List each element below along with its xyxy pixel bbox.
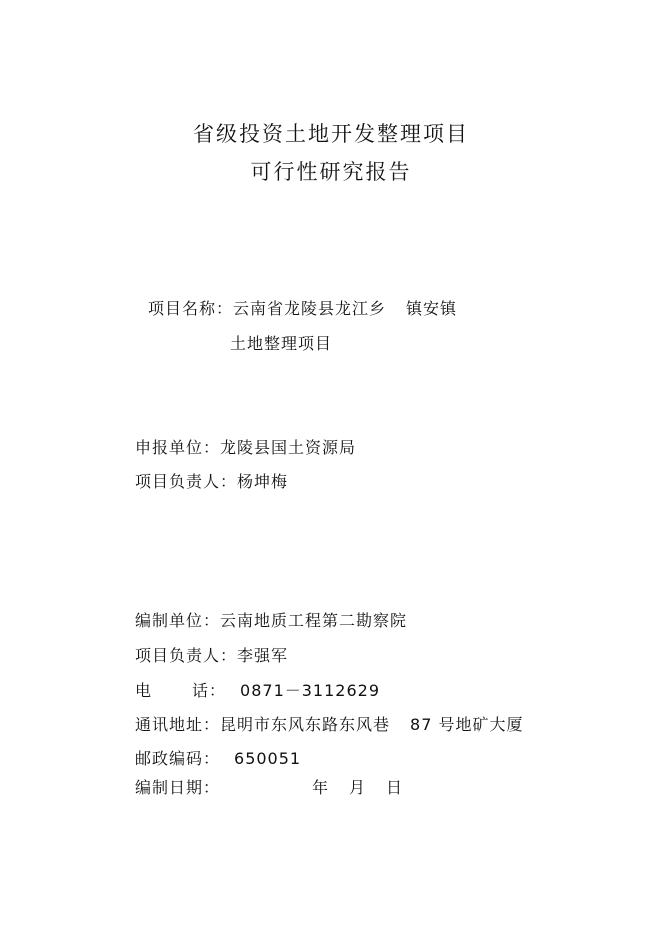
compiler-date-row xyxy=(135,775,403,798)
date-year: 年 xyxy=(312,778,330,797)
project-name-line-2: 土地整理项目 xyxy=(230,334,333,353)
compiler-postcode-row xyxy=(135,746,301,769)
document-title-line-1: 省级投资土地开发整理项目 xyxy=(193,122,469,146)
applicant-leader-label: 项目负责人： xyxy=(135,472,238,491)
postcode-label: 邮政编码： xyxy=(135,749,221,768)
document-title-line-2: 可行性研究报告 xyxy=(250,160,412,184)
compiler-leader-row xyxy=(135,643,288,666)
address-part-2: 87 号地矿大厦 xyxy=(410,715,524,734)
address-label: 通讯地址： xyxy=(135,715,221,734)
compiler-leader-label: 项目负责人： xyxy=(135,646,238,665)
project-name-part-1: 云南省龙陵县龙江乡 xyxy=(233,299,387,318)
address-part-1: 昆明市东风东路东风巷 xyxy=(220,715,391,734)
applicant-unit-row xyxy=(135,435,356,458)
compiler-unit-row xyxy=(135,608,407,631)
phone-value: 0871－3112629 xyxy=(240,681,381,700)
postcode-value: 650051 xyxy=(234,749,302,768)
compiler-phone-row xyxy=(135,678,380,701)
phone-label-part-1: 电 xyxy=(135,681,153,700)
compiler-unit-value: 云南地质工程第二勘察院 xyxy=(220,611,408,630)
applicant-unit-label: 申报单位： xyxy=(135,438,221,457)
compiler-address-row xyxy=(135,712,523,735)
date-label: 编制日期： xyxy=(135,778,221,797)
date-month: 月 xyxy=(349,778,367,797)
phone-label-part-2: 话： xyxy=(192,681,227,700)
applicant-leader-value: 杨坤梅 xyxy=(237,472,289,491)
date-day: 日 xyxy=(386,778,404,797)
project-name-label: 项目名称： xyxy=(148,299,234,318)
project-name-row xyxy=(148,296,457,319)
applicant-unit-value: 龙陵县国土资源局 xyxy=(220,438,357,457)
compiler-unit-label: 编制单位： xyxy=(135,611,221,630)
applicant-leader-row xyxy=(135,469,288,492)
project-name-part-2: 镇安镇 xyxy=(406,299,458,318)
compiler-leader-value: 李强军 xyxy=(237,646,289,665)
